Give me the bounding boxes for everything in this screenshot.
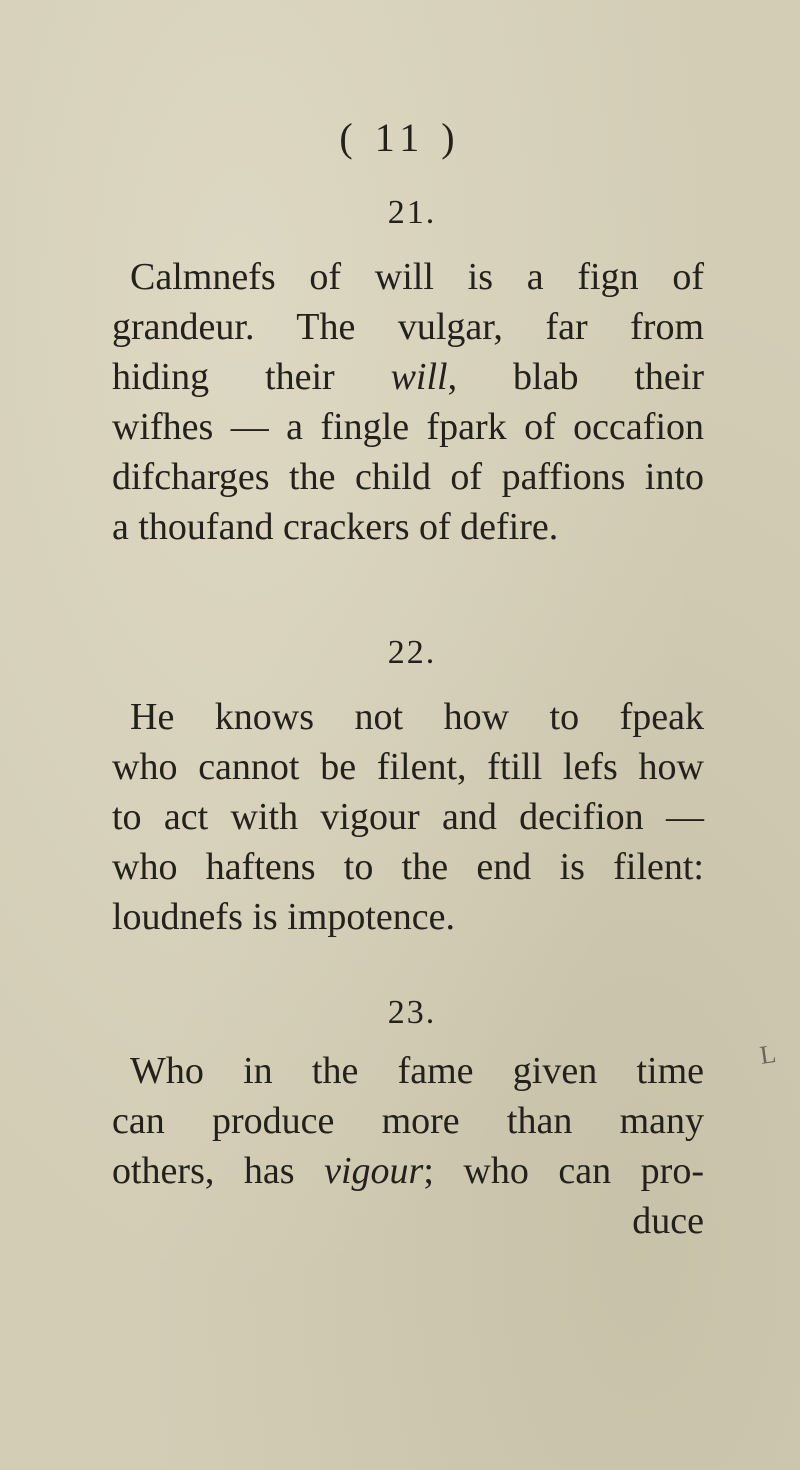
- paragraph-22: [112, 636, 704, 942]
- text-line: who cannot be filent, ftill lefs how: [112, 746, 704, 788]
- text-line: grandeur. The vulgar, far from: [112, 306, 704, 348]
- text-line: to act with vigour and decifion —: [112, 796, 704, 838]
- text-line: He knows not how to fpeak: [130, 696, 704, 738]
- paragraph-number: 21.: [387, 194, 437, 231]
- margin-mark: L: [757, 1039, 778, 1070]
- text-line: [112, 1146, 704, 1196]
- italic-word: vigour: [324, 1150, 424, 1192]
- paragraph-number: 23.: [387, 994, 437, 1031]
- text-line: who haftens to the end is filent:: [112, 846, 704, 888]
- text-run: ; who can pro-: [423, 1150, 704, 1192]
- italic-word: will: [390, 356, 448, 398]
- text-line: difcharges the child of paffions into: [112, 456, 704, 498]
- text-run: , blab their: [447, 356, 704, 398]
- text-line: can produce more than many: [112, 1100, 704, 1142]
- paragraph-21: [112, 196, 704, 552]
- text-run: others, has: [112, 1150, 325, 1192]
- catchword: duce: [632, 1200, 704, 1242]
- page-number: ( 11 ): [339, 115, 461, 160]
- text-line: Calmnefs of will is a fign of: [130, 256, 704, 298]
- paragraph-23: [112, 996, 704, 1246]
- text-line: wifhes — a fingle fpark of occafion: [112, 406, 704, 448]
- paragraph-number: 22.: [387, 634, 437, 671]
- text-line: [112, 352, 704, 402]
- text-line: a thoufand crackers of defire.: [112, 506, 559, 548]
- text-run: hiding their: [112, 356, 391, 398]
- text-line: Who in the fame given time: [130, 1050, 704, 1092]
- text-line: loudnefs is impotence.: [112, 896, 455, 938]
